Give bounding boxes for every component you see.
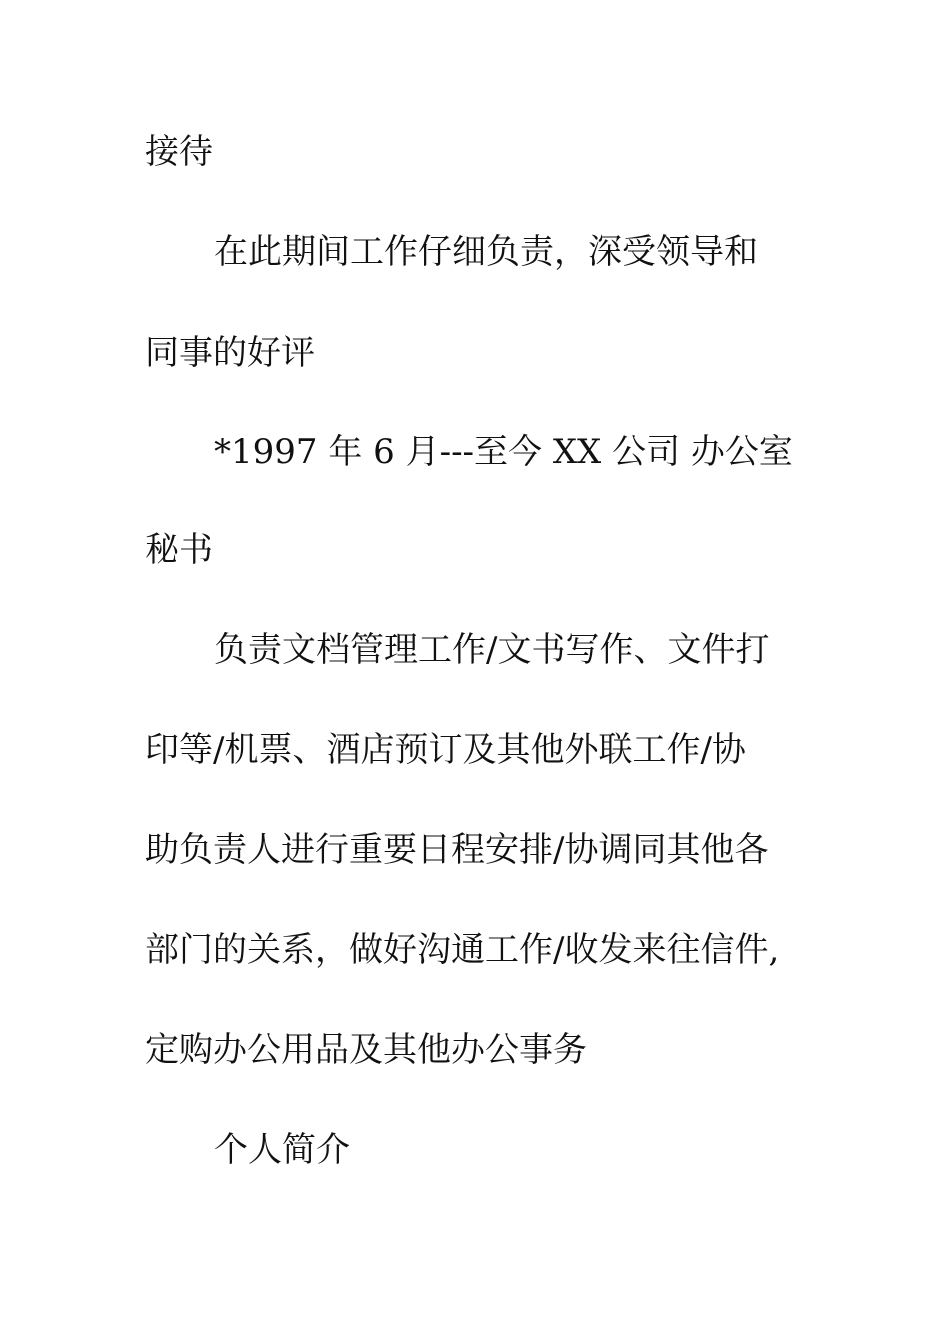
paragraph-first-line: 负责文档管理工作/文书写作、文件打 — [214, 630, 770, 670]
paragraph-first-line: 在此期间工作仔细负责，深受领导和 — [214, 232, 758, 272]
job-entry-heading: *1997 年 6 月---至今 XX 公司 办公室 — [214, 432, 793, 472]
text-line: 接待 — [145, 132, 213, 172]
text-line: 助负责人进行重要日程安排/协调同其他各 — [145, 830, 769, 870]
text-line: 定购办公用品及其他办公事务 — [145, 1030, 587, 1070]
text-line: 部门的关系，做好沟通工作/收发来往信件, — [145, 930, 780, 970]
section-heading: 个人简介 — [214, 1130, 350, 1170]
text-line: 印等/机票、酒店预订及其他外联工作/协 — [145, 730, 746, 770]
text-line: 同事的好评 — [145, 333, 315, 373]
text-line: 秘书 — [145, 530, 213, 570]
